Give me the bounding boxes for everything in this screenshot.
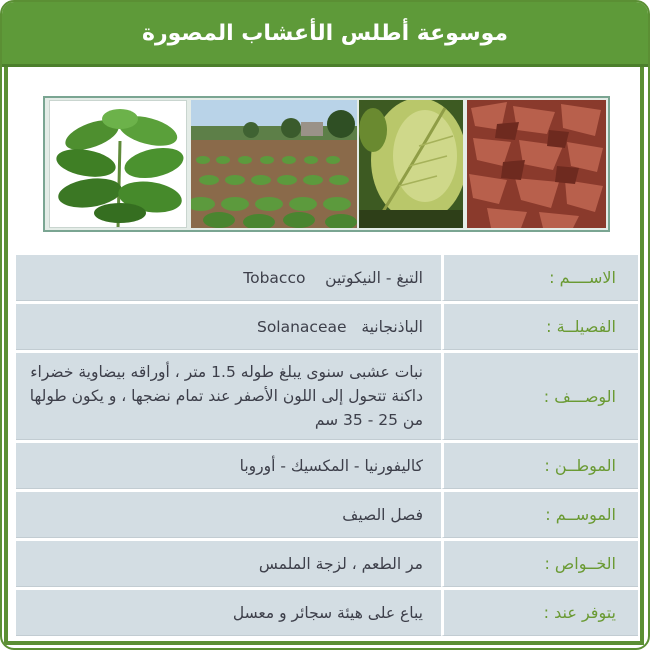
tobacco-leaf-image [359, 100, 463, 228]
family-arabic: الباذنجانية [361, 317, 423, 336]
page-title: موسوعة أطلس الأعشاب المصورة [141, 20, 509, 46]
dried-tobacco-image [467, 100, 606, 228]
description-value: نبات عشبى سنوى يبلغ طوله 1.5 متر ، أوراقه بيضاوية خضراء داكنة تتحول إلى اللون الأصفر عند تمام نضجها ، و يكون طولها من 25 - 35 سم [16, 353, 441, 440]
table-row [16, 492, 638, 538]
table-row [16, 541, 638, 587]
table-row [16, 255, 638, 301]
table-row [16, 443, 638, 489]
description-label: الوصـــف : [441, 353, 638, 440]
tobacco-plant-image [49, 100, 187, 228]
name-arabic: التبغ - النيكوتين [325, 268, 423, 287]
name-label: الاســــم : [441, 255, 638, 301]
availability-label: يتوفر عند : [441, 590, 638, 636]
tobacco-field-image [191, 100, 357, 228]
properties-value: مر الطعم ، لزجة الملمس [16, 541, 441, 587]
season-value: فصل الصيف [16, 492, 441, 538]
plant-info-table [16, 252, 638, 639]
table-row [16, 304, 638, 350]
season-label: الموســم : [441, 492, 638, 538]
properties-label: الخــواص : [441, 541, 638, 587]
table-row [16, 353, 638, 440]
family-latin: Solanaceae [256, 317, 347, 336]
image-gallery [43, 96, 610, 232]
name-latin: Tobacco [243, 268, 306, 287]
origin-label: الموطــن : [441, 443, 638, 489]
family-label: الفصيلــة : [441, 304, 638, 350]
availability-value: يباع على هيئة سجائر و معسل [16, 590, 441, 636]
origin-value: كاليفورنيا - المكسيك - أوروبا [16, 443, 441, 489]
family-value [16, 304, 441, 350]
table-row [16, 590, 638, 636]
name-value [16, 255, 441, 301]
title-bar [2, 2, 648, 67]
